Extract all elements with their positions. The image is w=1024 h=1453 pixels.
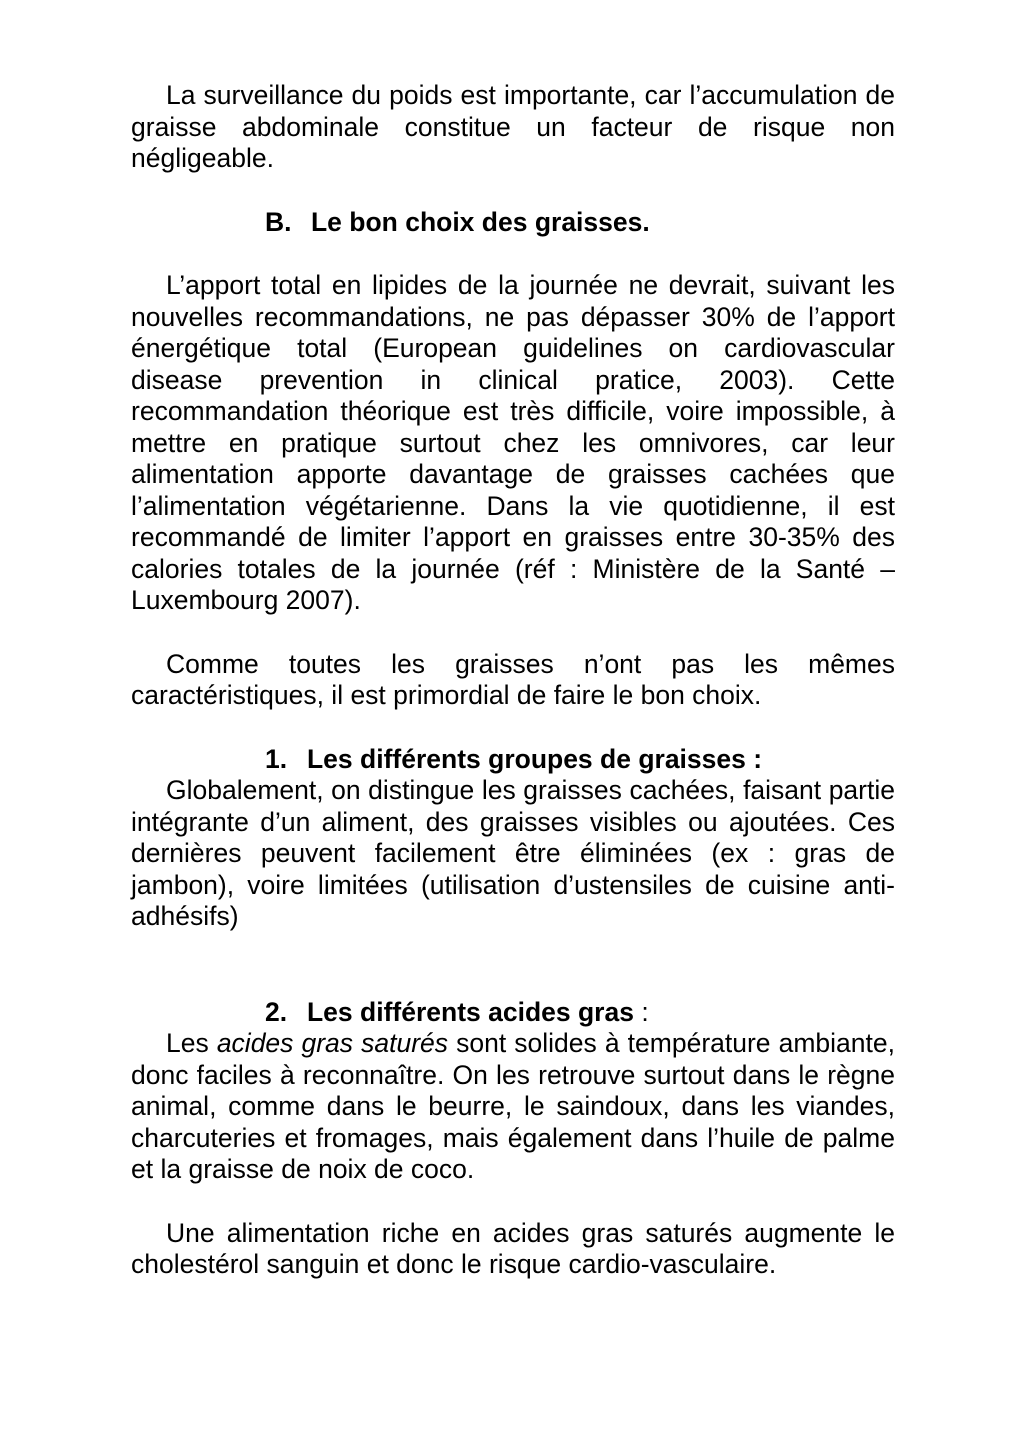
section-heading-1 [131, 744, 895, 776]
saturated-fats-body: sont solides à température ambiante, donc faciles à reconnaître. On les retrouve surtout dans le règne animal, comme dans le beurre, le saindoux, dans les viandes, charcuteries et fromages, mais également dans l’huile de palme et la graisse de noix de coco. [131, 1028, 895, 1184]
section-heading-b [131, 207, 895, 239]
document-page [131, 80, 895, 1281]
saturated-fats-intro: Les [166, 1028, 217, 1058]
paragraph-fat-choice: Comme toutes les graisses n’ont pas les mêmes caractéristiques, il est primordial de faire le bon choix. [131, 648, 895, 710]
spacer [131, 933, 895, 997]
spacer [131, 617, 895, 649]
saturated-fats-term: acides gras saturés [216, 1028, 449, 1058]
section-title-suffix: : [633, 996, 649, 1027]
paragraph-weight-monitoring: La surveillance du poids est importante, car l’accumulation de graisse abdominale constitue un facteur de risque non négligeable. [131, 80, 895, 173]
spacer [131, 712, 895, 744]
paragraph-saturated-fats [131, 1028, 895, 1186]
spacer [131, 175, 895, 207]
section-title: Les différents acides gras [307, 996, 634, 1027]
section-number: B. [265, 206, 292, 237]
paragraph-fat-groups: Globalement, on distingue les graisses cachées, faisant partie intégrante d’un aliment, des graisses visibles ou ajoutées. Ces dernières peuvent facilement être éliminées (ex : gras de jambon), voire limitées (utilisation d’ustensiles de cuisine anti-adhésifs) [131, 775, 895, 931]
section-number: 2. [265, 996, 288, 1027]
section-title: Les différents groupes de graisses : [307, 743, 763, 774]
section-heading-2 [131, 997, 895, 1029]
spacer [131, 1186, 895, 1218]
paragraph-lipid-intake: L’apport total en lipides de la journée ne devrait, suivant les nouvelles recommandations, ne pas dépasser 30% de l’apport énergétique total (European guidelines on cardiovascular disease prevention in clinical pratice, 2003). Cette recommandation théorique est très difficile, voire impossible, à mettre en pratique surtout chez les omnivores, car leur alimentation apporte davantage de graisses cachées que l’alimentation végétarienne. Dans la vie quotidienne, il est recommandé de limiter l’apport en graisses entre 30-35% des calories totales de la journée (réf : Ministère de la Santé – Luxembourg 2007). [131, 270, 895, 615]
spacer [131, 238, 895, 270]
section-number: 1. [265, 743, 288, 774]
section-title: Le bon choix des graisses. [311, 206, 650, 237]
paragraph-cholesterol-risk: Une alimentation riche en acides gras saturés augmente le cholestérol sanguin et donc le risque cardio-vasculaire. [131, 1217, 895, 1279]
